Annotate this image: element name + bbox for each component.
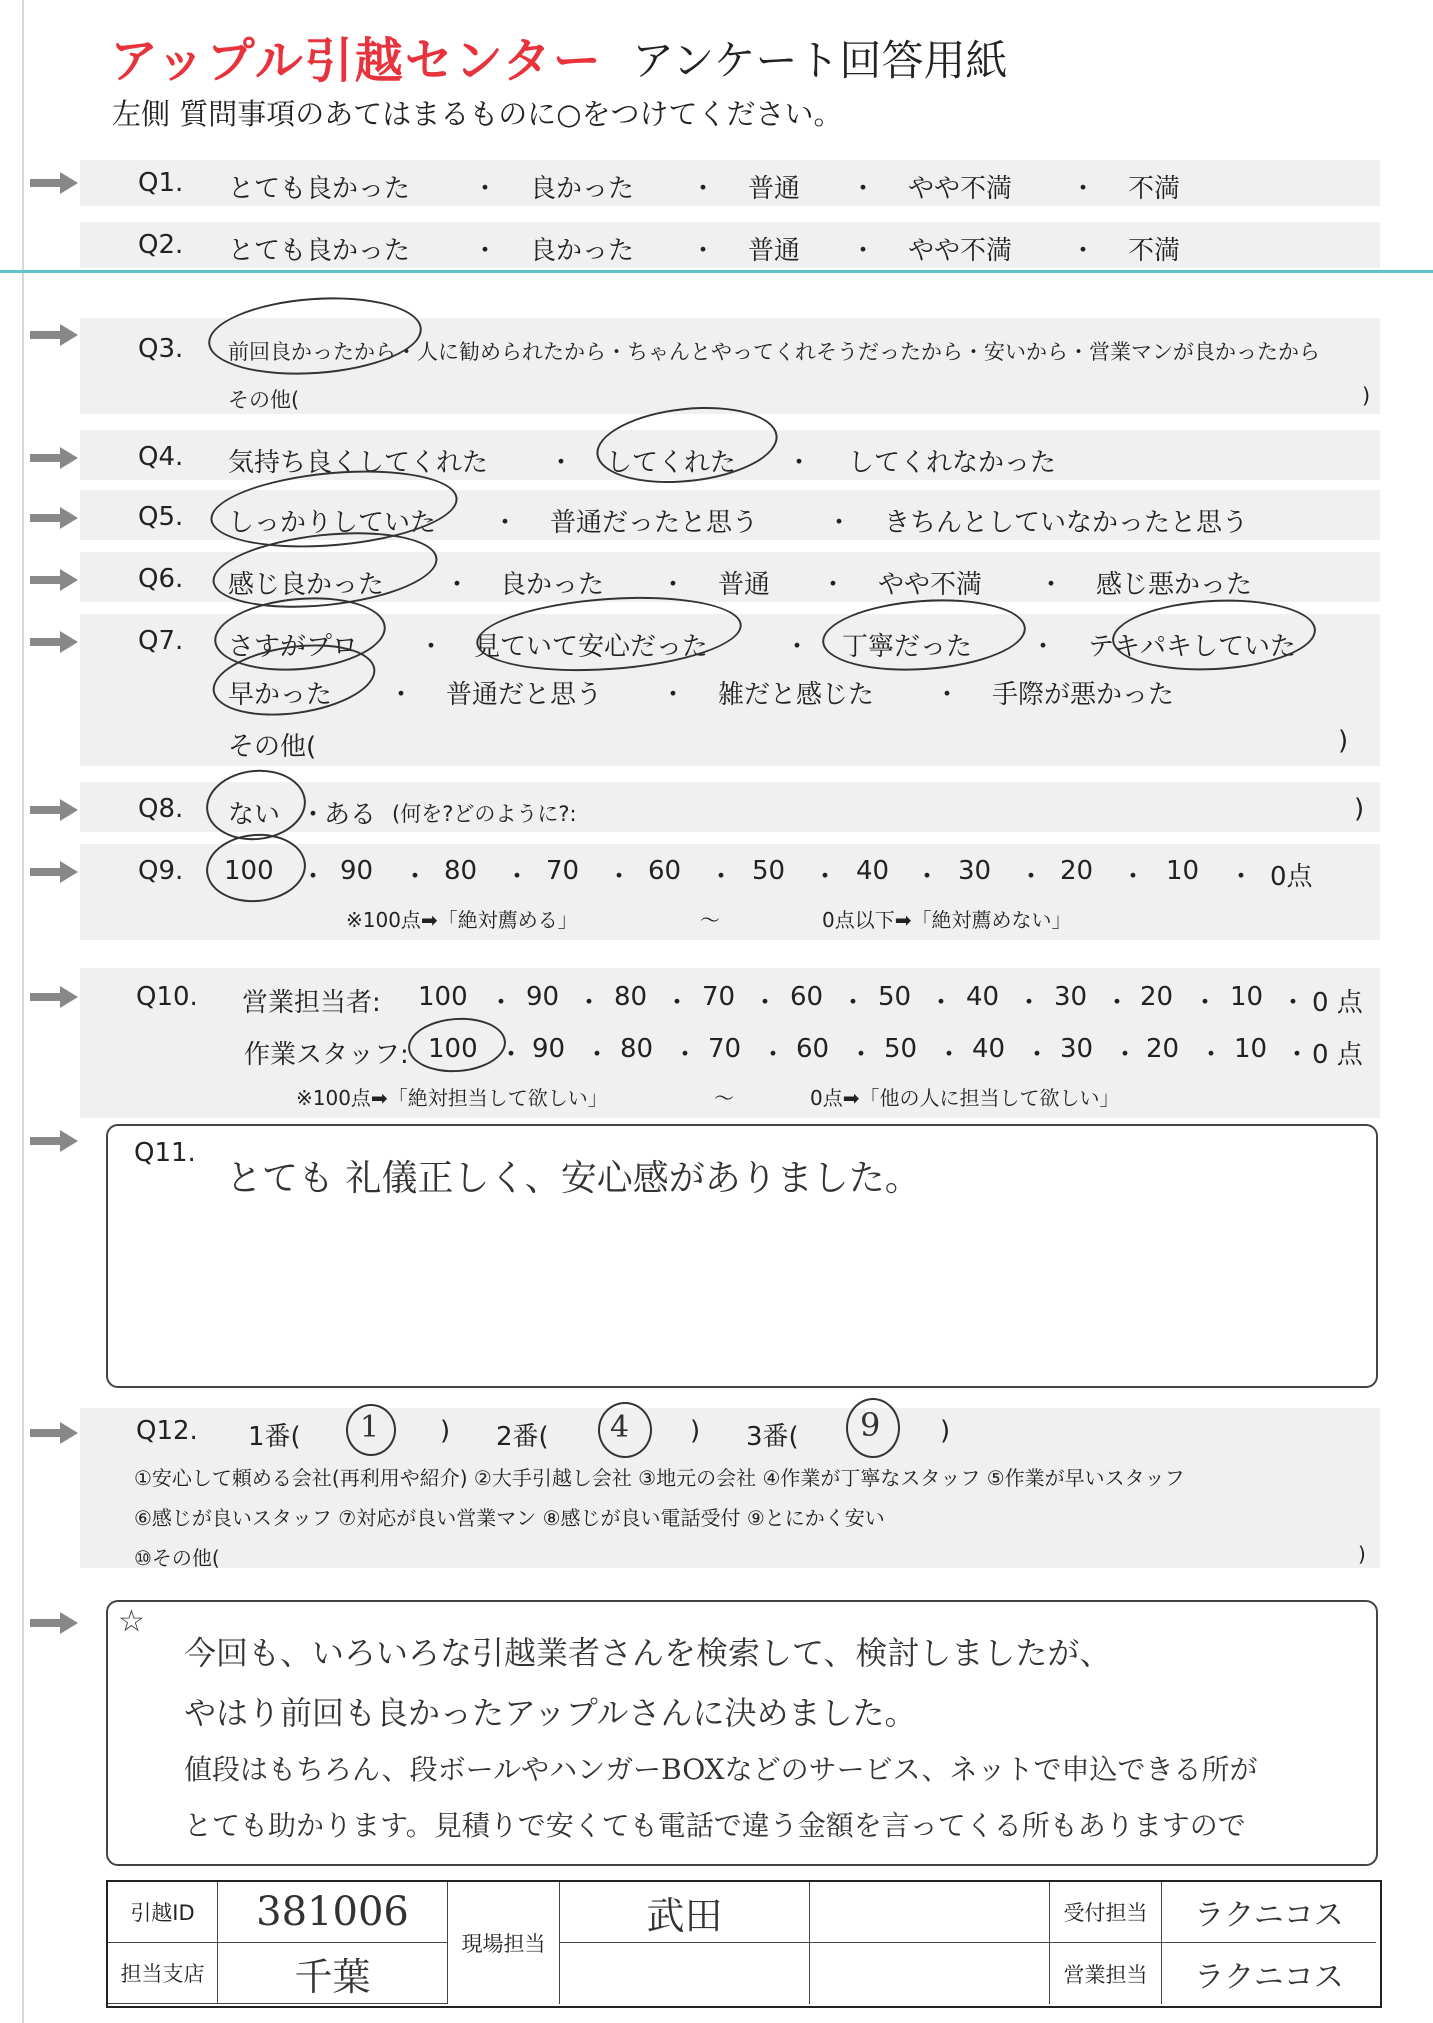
q3-number: Q3. [138,334,184,364]
arrow-right-icon [28,320,80,350]
q9-score[interactable]: 0点 [1270,862,1313,892]
q9-score[interactable]: 50 [752,856,786,886]
q9-note-mid: ～ [700,908,720,932]
site-staff-empty [560,1943,810,2004]
q11-answer-text: とても 礼儀正しく、安心感がありました。 [226,1158,921,1199]
q10-sales-score[interactable]: 80 [614,982,648,1012]
q7-option[interactable]: 手際が悪かった [992,680,1175,710]
q10-sales-score[interactable]: 100 [418,982,468,1012]
branch-value: 千葉 [218,1943,448,2004]
q5-option[interactable]: しっかりしていた [228,508,437,538]
q2-option[interactable]: 不満 [1128,236,1181,266]
scan-divider-line [0,270,1433,273]
arrow-right-icon [28,795,80,825]
q10-sales-score[interactable]: 90 [526,982,560,1012]
branch-label: 担当支店 [108,1943,218,2004]
q3-other-label: その他( [228,388,300,412]
q5-number: Q5. [138,502,184,532]
q6-option[interactable]: 感じ悪かった [1096,570,1253,600]
q11-number: Q11. [134,1138,196,1168]
q12-rank2-close: ) [690,1416,701,1446]
q6-option[interactable]: 普通 [718,570,771,600]
q12-legend-other: ⑩その他( [134,1546,220,1570]
comment-line: やはり前回も良かったアップルさんに決めました。 [184,1694,917,1732]
instruction-text: 左側 質問事項のあてはまるものに○をつけてください。 [112,97,843,131]
q3-options-line[interactable]: 前回良かったから・人に勧められたから・ちゃんとやってくれそうだったから・安いから・営業マンが良かったから [228,340,1320,364]
arrow-right-icon [28,443,80,473]
arrow-right-icon [28,982,80,1012]
q12-legend-line2: ⑥感じが良いスタッフ ⑦対応が良い営業マン ⑧感じが良い電話受付 ⑨とにかく安い [134,1506,885,1530]
q12-legend-line1: ①安心して頼める会社(再利用や紹介) ②大手引越し会社 ③地元の会社 ④作業が丁寧なスタッフ ⑤作業が早いスタッフ [134,1466,1185,1490]
answer-circle [846,1398,900,1458]
q10-staff-score[interactable]: 50 [884,1034,918,1064]
q7-option[interactable]: 丁寧だった [842,632,973,662]
q9-score[interactable]: 20 [1060,856,1094,886]
arrow-right-icon [28,503,80,533]
q1-option[interactable]: 普通 [748,174,801,204]
sales-staff-label: 営業担当 [1050,1943,1162,2004]
q6-option[interactable]: 良かった [500,570,605,600]
q2-option[interactable]: 良かった [530,236,635,266]
q1-number: Q1. [138,168,184,198]
q7-other-label: その他( [228,732,317,762]
q10-sales-score[interactable]: 0 点 [1312,988,1363,1018]
q12-rank3-value[interactable]: 9 [860,1406,881,1444]
site-staff-empty [810,1943,1050,2004]
q6-number: Q6. [138,564,184,594]
comment-line: とても助かります。見積りで安くても電話で違う金額を言ってくる所もありますので [184,1809,1246,1842]
q12-rank3-close: ) [940,1416,951,1446]
q10-note-right: 0点➡「他の人に担当して欲しい」 [810,1086,1120,1110]
arrow-right-icon [28,627,80,657]
q12-rank2-value[interactable]: 4 [610,1410,630,1445]
q8-option[interactable]: ある [324,800,377,830]
q8-close: ) [1354,794,1365,824]
q4-number: Q4. [138,442,184,472]
q8-option[interactable]: ない [228,800,281,830]
q10-staff-score[interactable]: 20 [1146,1034,1180,1064]
q7-number: Q7. [138,626,184,656]
q8-prompt: (何を?どのように?: [392,802,577,826]
q10-staff-score[interactable]: 10 [1234,1034,1268,1064]
site-staff-empty [810,1882,1050,1943]
q7-option[interactable]: 早かった [228,680,333,710]
q10-staff-score[interactable]: 30 [1060,1034,1094,1064]
move-id-value: 381006 [218,1882,448,1943]
q4-option[interactable]: 気持ち良くしてくれた [228,448,489,478]
q4-option[interactable]: してくれた [606,448,737,478]
arrow-right-icon [28,168,80,198]
q2-option[interactable]: やや不満 [908,236,1013,266]
reception-value: ラクニコス [1162,1882,1376,1943]
q10-sales-score[interactable]: 60 [790,982,824,1012]
form-subtitle: アンケート回答用紙 [632,36,1008,85]
q10-sales-label: 営業担当者: [242,988,381,1018]
q12-rank1-value[interactable]: 1 [360,1410,380,1445]
q12-rank2-label: 2番( [496,1422,549,1452]
q3-other-close: ) [1362,384,1371,408]
q1-option[interactable]: とても良かった [228,174,411,204]
q10-sales-score[interactable]: 50 [878,982,912,1012]
q10-staff-label: 作業スタッフ: [244,1040,409,1070]
move-id-label: 引越ID [108,1882,218,1943]
q10-staff-score[interactable]: 100 [428,1034,478,1064]
q12-number: Q12. [136,1416,198,1446]
q7-other-close: ) [1338,726,1349,756]
comment-line: 今回も、いろいろな引越業者さんを検索して、検討しましたが、 [184,1634,1112,1672]
q1-option[interactable]: 良かった [530,174,635,204]
q5-option[interactable]: 普通だったと思う [550,508,759,538]
q9-score[interactable]: 60 [648,856,682,886]
q10-staff-score[interactable]: 90 [532,1034,566,1064]
q2-option[interactable]: 普通 [748,236,801,266]
q7-option[interactable]: 雑だと感じた [718,680,875,710]
q10-note-left: ※100点➡「絶対担当して欲しい」 [296,1086,608,1110]
q5-option[interactable]: きちんとしていなかったと思う [884,508,1249,538]
q10-staff-score[interactable]: 80 [620,1034,654,1064]
arrow-right-icon [28,1418,80,1448]
q4-option[interactable]: してくれなかった [848,448,1057,478]
q7-option[interactable]: 見ていて安心だった [474,632,709,662]
q10-sales-score[interactable]: 40 [966,982,1000,1012]
q9-score[interactable]: 100 [224,856,274,886]
q7-option[interactable]: 普通だと思う [446,680,603,710]
q6-option[interactable]: やや不満 [878,570,983,600]
q9-score[interactable]: 90 [340,856,374,886]
q9-score[interactable]: 40 [856,856,890,886]
brand-title: アップル引越センター [110,33,603,89]
q2-option[interactable]: とても良かった [228,236,411,266]
arrow-right-icon [28,1126,80,1156]
binder-margin-line [22,0,24,2023]
q10-staff-score[interactable]: 60 [796,1034,830,1064]
q10-staff-score[interactable]: 0 点 [1312,1040,1363,1070]
q10-sales-score[interactable]: 70 [702,982,736,1012]
q12-rank3-label: 3番( [746,1422,799,1452]
q2-number: Q2. [138,230,184,260]
q9-score[interactable]: 30 [958,856,992,886]
arrow-right-icon [28,857,80,887]
q10-sales-score[interactable]: 30 [1054,982,1088,1012]
q9-number: Q9. [138,856,184,886]
q10-sales-score[interactable]: 20 [1140,982,1174,1012]
q10-note-mid: ～ [714,1086,734,1110]
reception-label: 受付担当 [1050,1882,1162,1943]
answer-circle [346,1404,396,1456]
q9-note-left: ※100点➡「絶対薦める」 [346,908,578,932]
arrow-right-icon [28,565,80,595]
q8-number: Q8. [138,794,184,824]
q10-staff-score[interactable]: 40 [972,1034,1006,1064]
answer-circle [598,1402,652,1458]
q12-legend-other-close: ) [1358,1542,1366,1566]
star-icon: ☆ [118,1604,145,1639]
q6-option[interactable]: 感じ良かった [228,570,385,600]
site-staff-label: 現場担当 [448,1882,560,2004]
q10-sales-score[interactable]: 10 [1230,982,1264,1012]
q10-number: Q10. [136,982,198,1012]
q9-note-right: 0点以下➡「絶対薦めない」 [822,908,1072,932]
site-staff-value: 武田 [560,1882,810,1943]
arrow-right-icon [28,1608,80,1638]
q9-score[interactable]: 80 [444,856,478,886]
staff-info-table [106,1880,1382,2008]
q12-rank1-label: 1番( [248,1422,301,1452]
q7-option[interactable]: テキパキしていた [1088,632,1297,662]
q9-score[interactable]: 10 [1166,856,1200,886]
q1-option[interactable]: やや不満 [908,174,1013,204]
q10-staff-score[interactable]: 70 [708,1034,742,1064]
q9-score[interactable]: 70 [546,856,580,886]
q1-option[interactable]: 不満 [1128,174,1181,204]
q12-rank1-close: ) [440,1416,451,1446]
q7-option[interactable]: さすがプロ [228,632,359,662]
sales-staff-value: ラクニコス [1194,1959,1344,1995]
comment-line: 値段はもちろん、段ボールやハンガーBOXなどのサービス、ネットで申込できる所が [184,1753,1258,1786]
